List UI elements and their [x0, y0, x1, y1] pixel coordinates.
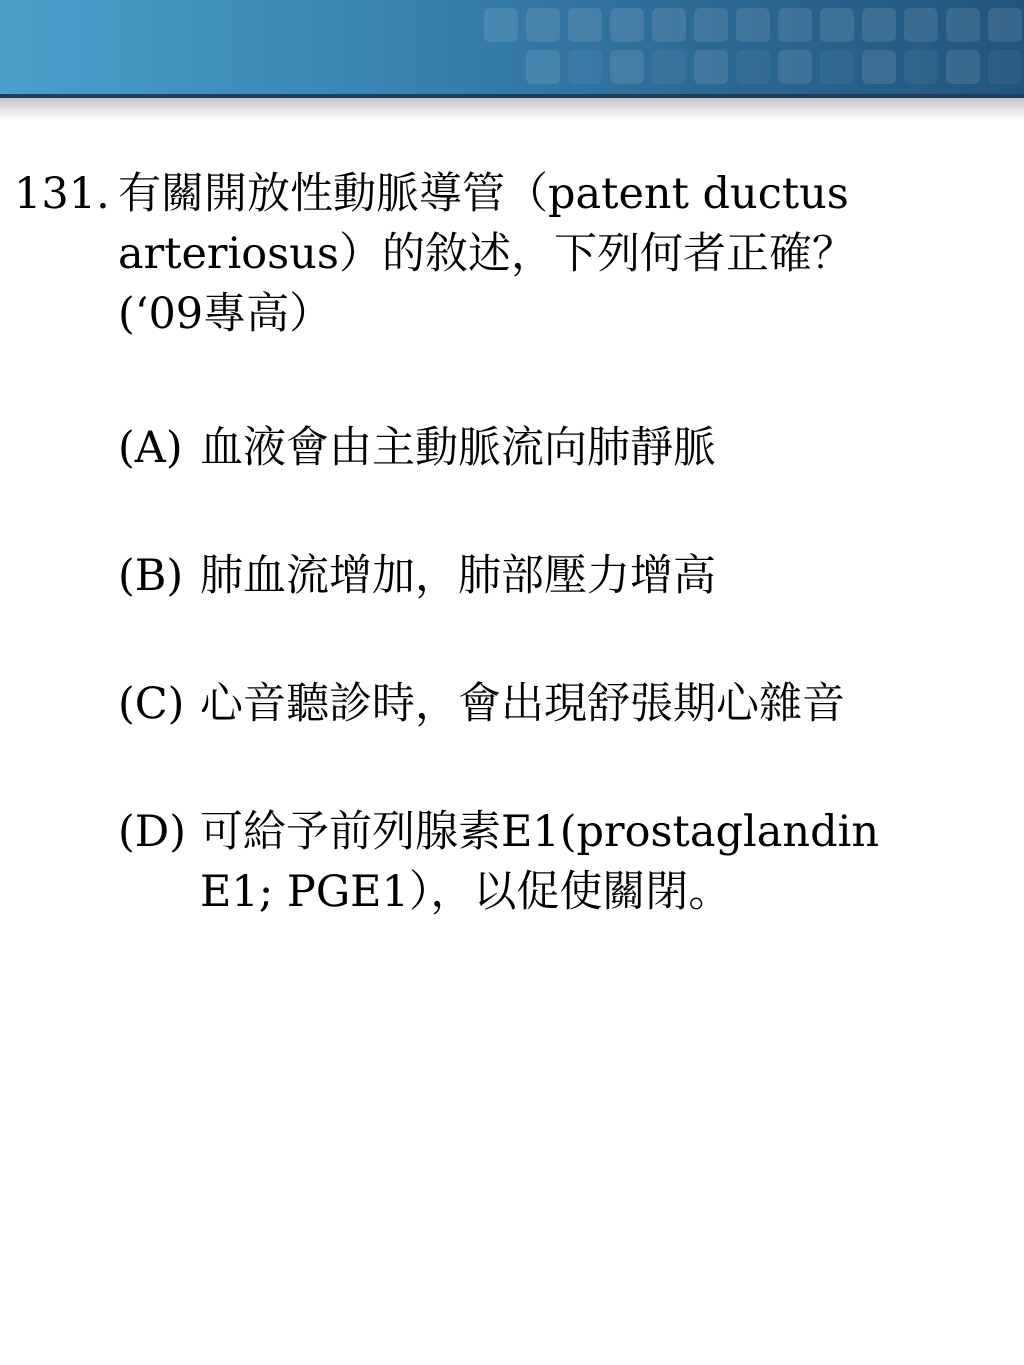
header-banner: [0, 0, 1024, 94]
option-b-text: [200, 546, 1000, 606]
option-d-line-1: 可給予前列腺素E1(prostaglandin: [200, 807, 880, 857]
option-c-key: (C): [118, 679, 185, 729]
option-b: [118, 546, 1008, 606]
question-line-2: arteriosus）的敘述，下列何者正確？: [118, 229, 855, 279]
option-b-line-1: 肺血流增加，肺部壓力增高: [200, 551, 716, 601]
question-text: [118, 164, 998, 344]
option-d-text: [200, 802, 1000, 922]
option-a: [118, 418, 1008, 478]
option-c: [118, 674, 1008, 734]
banner-grid-pattern: [464, 0, 1024, 94]
option-d: [118, 802, 1008, 922]
option-d-line-2: E1; PGE1），以促使關閉。: [200, 867, 732, 917]
question-block: [14, 164, 1014, 344]
option-c-line-1: 心音聽診時，會出現舒張期心雜音: [200, 679, 845, 729]
question-line-1: 有關開放性動脈導管（patent ductus: [118, 169, 849, 219]
option-c-text: [200, 674, 1000, 734]
question-row: [14, 164, 1014, 344]
banner-shadow: [0, 98, 1024, 120]
option-b-key: (B): [118, 551, 184, 601]
question-number: 131.: [14, 169, 110, 219]
question-line-3: (‘09專高）: [118, 289, 333, 339]
option-a-key: (A): [118, 423, 183, 473]
option-d-key: (D): [118, 807, 187, 857]
option-a-line-1: 血液會由主動脈流向肺靜脈: [200, 423, 716, 473]
option-a-text: [200, 418, 1000, 478]
answer-options: [118, 418, 1008, 990]
